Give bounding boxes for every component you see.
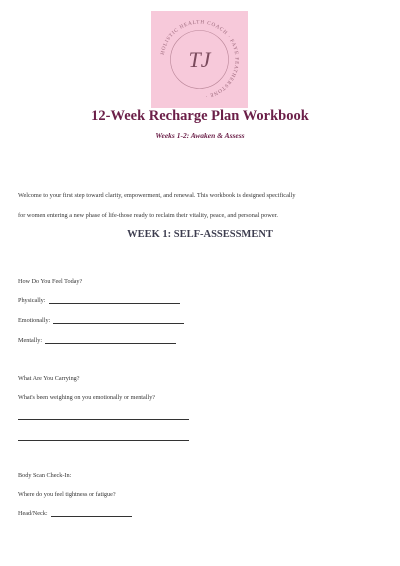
- page-title: 12-Week Recharge Plan Workbook: [91, 108, 309, 124]
- physically-field[interactable]: [18, 297, 180, 304]
- carrying-question: What Are You Carrying?: [18, 375, 80, 382]
- feel-question: How Do You Feel Today?: [18, 278, 83, 285]
- mentally-label: Mentally:: [18, 337, 43, 344]
- body-scan-prompt: Where do you feel tightness or fatigue?: [18, 491, 116, 498]
- physically-label: Physically:: [18, 297, 46, 304]
- logo-ring-text: HOLISTIC HEALTH COACH · FAYE FEATHERSTONE ·: [159, 19, 240, 100]
- mentally-field[interactable]: [18, 337, 176, 344]
- head-neck-blank[interactable]: [51, 510, 132, 517]
- emotionally-label: Emotionally:: [18, 317, 51, 324]
- carrying-answer-line-1[interactable]: [18, 419, 189, 420]
- section-heading-week1: WEEK 1: SELF-ASSESSMENT: [127, 229, 273, 240]
- physically-blank[interactable]: [49, 297, 180, 304]
- emotionally-blank[interactable]: [53, 317, 184, 324]
- carrying-prompt: What's been weighing on you emotionally or mentally?: [18, 394, 156, 401]
- carrying-answer-line-2[interactable]: [18, 440, 189, 441]
- logo-monogram: TJ: [188, 47, 211, 72]
- page-subtitle: Weeks 1-2: Awaken & Assess: [155, 131, 245, 140]
- mentally-blank[interactable]: [45, 337, 176, 344]
- intro-line-2: for women entering a new phase of life-those ready to reclaim their vitality, peace, and personal power.: [18, 212, 278, 219]
- emotionally-field[interactable]: [18, 317, 184, 324]
- logo-emblem: [151, 11, 248, 108]
- head-neck-label: Head/Neck:: [18, 510, 48, 517]
- body-scan-question: Body Scan Check-In:: [18, 472, 72, 479]
- coach-logo: [151, 11, 248, 108]
- head-neck-field[interactable]: [18, 510, 132, 517]
- intro-line-1: Welcome to your first step toward clarity, empowerment, and renewal. This workbook is designed specifically: [18, 192, 296, 199]
